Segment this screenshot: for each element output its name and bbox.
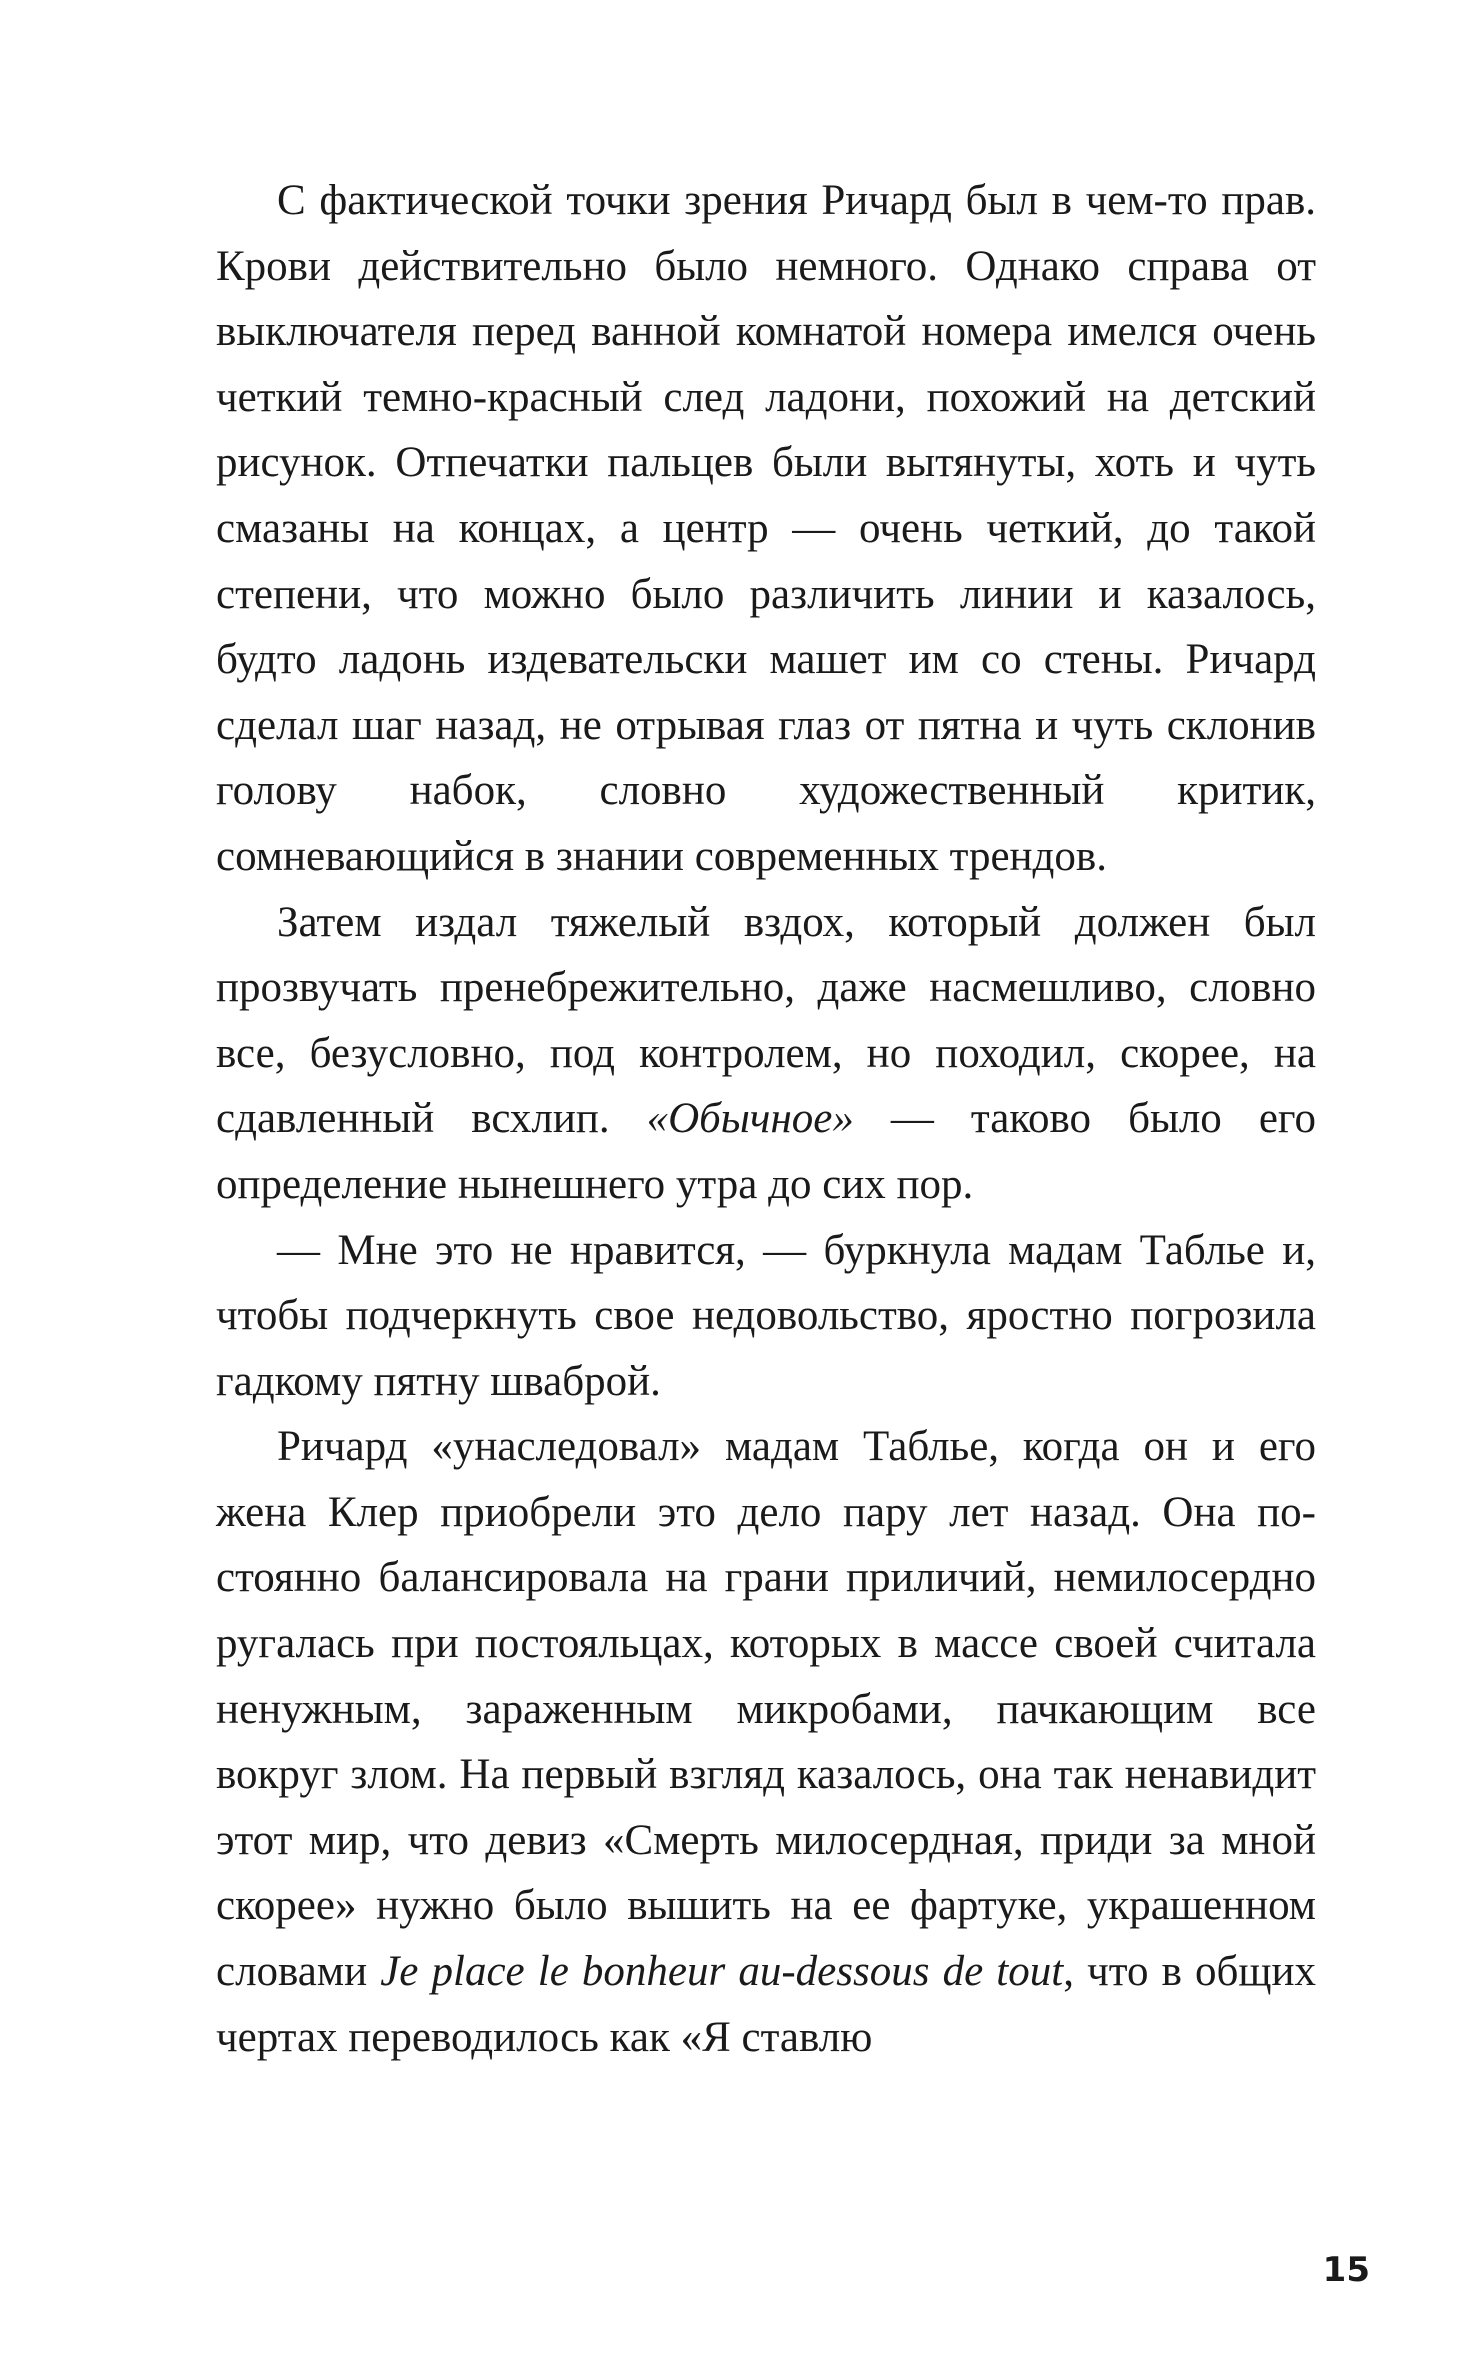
text-segment: — Мне это не нравится, — буркнула мадам Таблье и, чтобы подчеркнуть свое недовольство, яростно погрозила гадкому пятну шваброй. — [216, 1226, 1316, 1405]
paragraph — [216, 890, 1316, 1218]
paragraph — [216, 1414, 1316, 2070]
paragraph — [216, 1218, 1316, 1415]
text-segment: — таково было его определение нынешнего утра до сих пор. — [216, 1095, 1316, 1208]
paragraph — [216, 168, 1316, 890]
text-segment: Затем издал тяжелый вздох, который должен был прозвучать пренебрежительно, даже насмешливо, словно все, безусловно, под контролем, но походил, скорее, на сдавленный всхлип. — [216, 898, 1316, 1143]
italic-text-segment: «Обычное» — [646, 1095, 854, 1143]
body-text — [216, 168, 1316, 2070]
page-number: 15 — [1322, 2250, 1370, 2290]
text-segment: , что в общих чертах переводилось как «Я ставлю — [216, 1948, 1317, 2061]
text-segment: Ричард «унаследовал» мадам Таблье, когда он и его жена Клер приобрели это дело пару лет назад. Она постоянно балансировала на грани приличий, немилосердно ругалась при постояльцах, которых в массе своей считала ненужным, зараженным микробами, пачкающим все вокруг злом. На первый взгляд казалось, она так ненавидит этот мир, что девиз «Смерть милосердная, приди за мной скорее» нужно было вышить на ее фартуке, украшенном словами — [216, 1423, 1316, 1996]
text-segment: С фактической точки зрения Ричард был в чем-то прав. Крови действительно было немного. Однако справа от выключателя перед ванной комнатой номера имелся очень четкий темно-красный след ладони, похожий на детский рисунок. Отпечатки пальцев были вытянуты, хоть и чуть смазаны на концах, а центр — очень четкий, до такой степени, что можно было различить линии и казалось, будто ладонь издевательски машет им со стены. Ричард сделал шаг назад, не отрывая глаз от пятна и чуть склонив голову набок, словно художественный критик, сомневающийся в знании современных трендов. — [216, 177, 1316, 880]
italic-text-segment: Je place le bonheur au-dessous de tout — [380, 1948, 1064, 1996]
